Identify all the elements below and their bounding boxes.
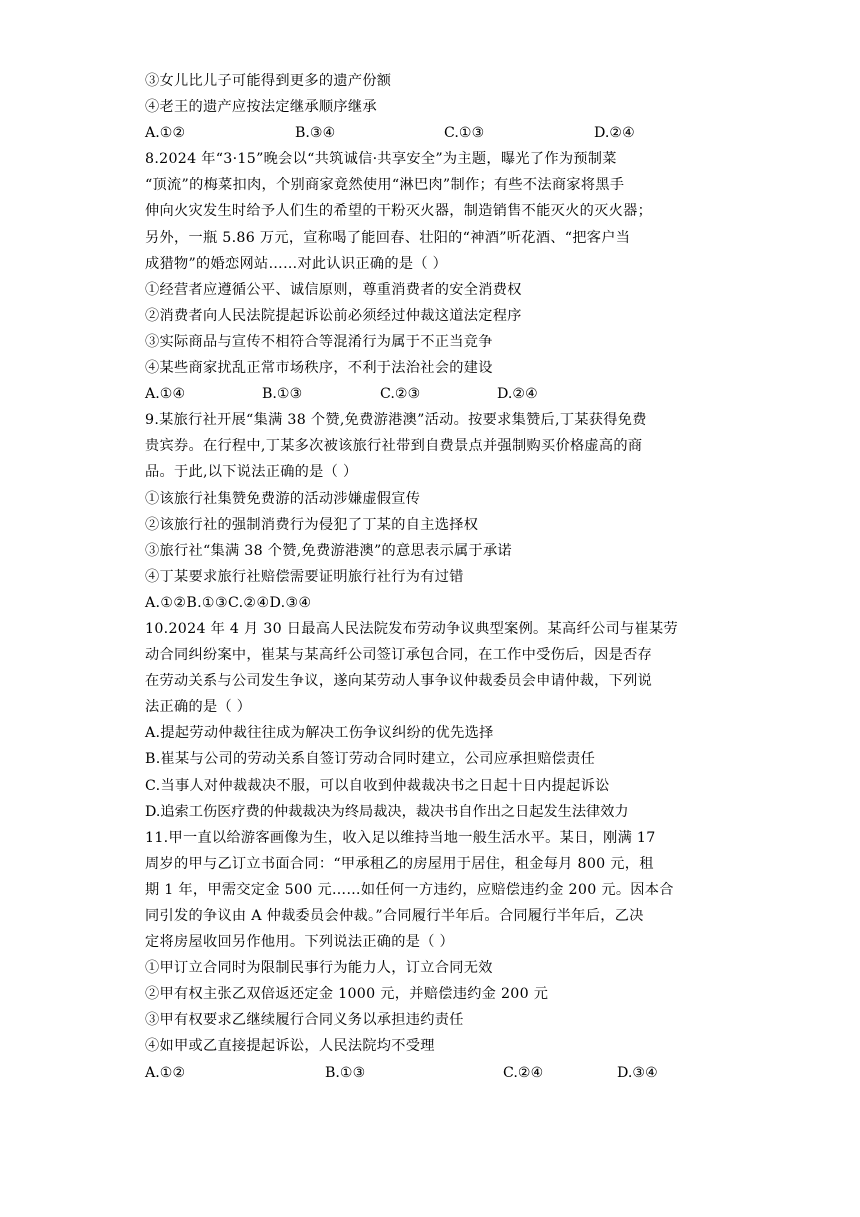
question-stem-line: 另外，一瓶 5.86 万元，宣称喝了能回春、壮阳的“神酒”听花酒、“把客户当 — [145, 229, 631, 246]
statement-2: ②甲有权主张乙双倍返还定金 1000 元，并赔偿违约金 200 元 — [145, 986, 549, 1003]
question-8 — [145, 146, 725, 407]
question-stem-line: 9.某旅行社开展“集满 38 个赞,免费游港澳”活动。按要求集赞后,丁某获得免费 — [145, 412, 647, 429]
question-stem-line: 品。于此,以下说法正确的是（ ） — [145, 464, 358, 481]
option-b: B.③④ — [295, 125, 336, 142]
option-a: A.提起劳动仲裁往往成为解决工伤争议纠纷的优先选择 — [145, 725, 494, 742]
answer-options — [145, 1060, 725, 1086]
option-d: D.追索工伤医疗费的仲裁裁决为终局裁决，裁决书自作出之日起发生法律效力 — [145, 803, 629, 820]
question-stem-line: 伸向火灾发生时给予人们生的希望的干粉灭火器，制造销售不能灭火的灭火器； — [145, 203, 653, 220]
question-stem-line: 成猎物”的婚恋网站……对此认识正确的是（ ） — [145, 255, 448, 272]
question-10 — [145, 616, 725, 825]
statement-4: ④如甲或乙直接提起诉讼，人民法院均不受理 — [145, 1038, 435, 1055]
option-d: D.②④ — [594, 125, 635, 142]
exam-page — [145, 68, 725, 1086]
option-c: C.②③ — [380, 386, 421, 403]
question-stem-line: 10.2024 年 4 月 30 日最高人民法院发布劳动争议典型案例。某高纤公司与崔某劳 — [145, 620, 678, 637]
statement-1: ①该旅行社集赞免费游的活动涉嫌虚假宣传 — [145, 490, 421, 507]
statement-1: ①甲订立合同时为限制民事行为能力人，订立合同无效 — [145, 960, 493, 977]
statement-3: ③甲有权要求乙继续履行合同义务以承担违约责任 — [145, 1012, 464, 1029]
statement-2: ②该旅行社的强制消费行为侵犯了丁某的自主选择权 — [145, 516, 479, 533]
answer-options — [145, 381, 725, 407]
option-d: D.②④ — [497, 386, 538, 403]
question-stem-line: 法正确的是（ ） — [145, 699, 252, 716]
statement-4: ④某些商家扰乱正常市场秩序，不利于法治社会的建设 — [145, 360, 493, 377]
statement-3: ③旅行社“集满 38 个赞,免费游港澳”的意思表示属于承诺 — [145, 542, 512, 559]
question-7-tail — [145, 68, 725, 146]
question-stem-line: 8.2024 年“3·15”晚会以“共筑诚信·共享安全”为主题，曝光了作为预制菜 — [145, 151, 617, 168]
answer-options — [145, 120, 725, 146]
option-c: C.当事人对仲裁裁决不服，可以自收到仲裁裁决书之日起十日内提起诉讼 — [145, 777, 610, 794]
question-9 — [145, 407, 725, 616]
question-stem-line: 11.甲一直以给游客画像为生，收入足以维持当地一般生活水平。某日，刚满 17 — [145, 829, 656, 846]
option-b: B.①③ — [325, 1064, 366, 1081]
question-stem-line: 动合同纠纷案中，崔某与某高纤公司签订承包合同，在工作中受伤后，因是否存 — [145, 647, 653, 664]
option-a: A.①② — [145, 125, 186, 142]
question-stem-line: 定将房屋收回另作他用。下列说法正确的是（ ） — [145, 934, 455, 951]
option-a: A.①② — [145, 1064, 186, 1081]
option-c: C.②④ — [503, 1064, 544, 1081]
statement-3: ③实际商品与宣传不相符合等混淆行为属于不正当竞争 — [145, 333, 493, 350]
option-d: D.③④ — [617, 1064, 658, 1081]
option-b: B.崔某与公司的劳动关系自签订劳动合同时建立，公司应承担赔偿责任 — [145, 751, 596, 768]
question-11 — [145, 825, 725, 1086]
question-stem-line: “顶流”的梅菜扣肉，个别商家竟然使用“淋巴肉”制作；有些不法商家将黑手 — [145, 177, 625, 194]
statement-4: ④丁某要求旅行社赔偿需要证明旅行社行为有过错 — [145, 568, 464, 585]
answer-options: A.①②B.①③C.②④D.③④ — [145, 594, 312, 611]
option-a: A.①④ — [145, 386, 186, 403]
question-stem-line: 同引发的争议由 A 仲裁委员会仲裁。”合同履行半年后。合同履行半年后，乙决 — [145, 908, 644, 924]
question-stem-line: 周岁的甲与乙订立书面合同：“甲承租乙的房屋用于居住，租金每月 800 元，租 — [145, 855, 654, 872]
option-b: B.①③ — [262, 386, 303, 403]
question-stem-line: 期 1 年，甲需交定金 500 元……如任何一方违约，应赔偿违约金 200 元。因本合 — [145, 881, 674, 898]
option-c: C.①③ — [444, 125, 485, 142]
question-stem-line: 在劳动关系与公司发生争议，遂向某劳动人事争议仲裁委员会申请仲裁，下列说 — [145, 673, 653, 690]
question-stem-line: 贵宾券。在行程中,丁某多次被该旅行社带到自费景点并强制购买价格虚高的商 — [145, 438, 643, 455]
statement-2: ②消费者向人民法院提起诉讼前必须经过仲裁这道法定程序 — [145, 307, 522, 324]
statement-4: ④老王的遗产应按法定继承顺序继承 — [145, 99, 377, 116]
statement-1: ①经营者应遵循公平、诚信原则，尊重消费者的安全消费权 — [145, 281, 522, 298]
statement-3: ③女儿比儿子可能得到更多的遗产份额 — [145, 73, 392, 89]
